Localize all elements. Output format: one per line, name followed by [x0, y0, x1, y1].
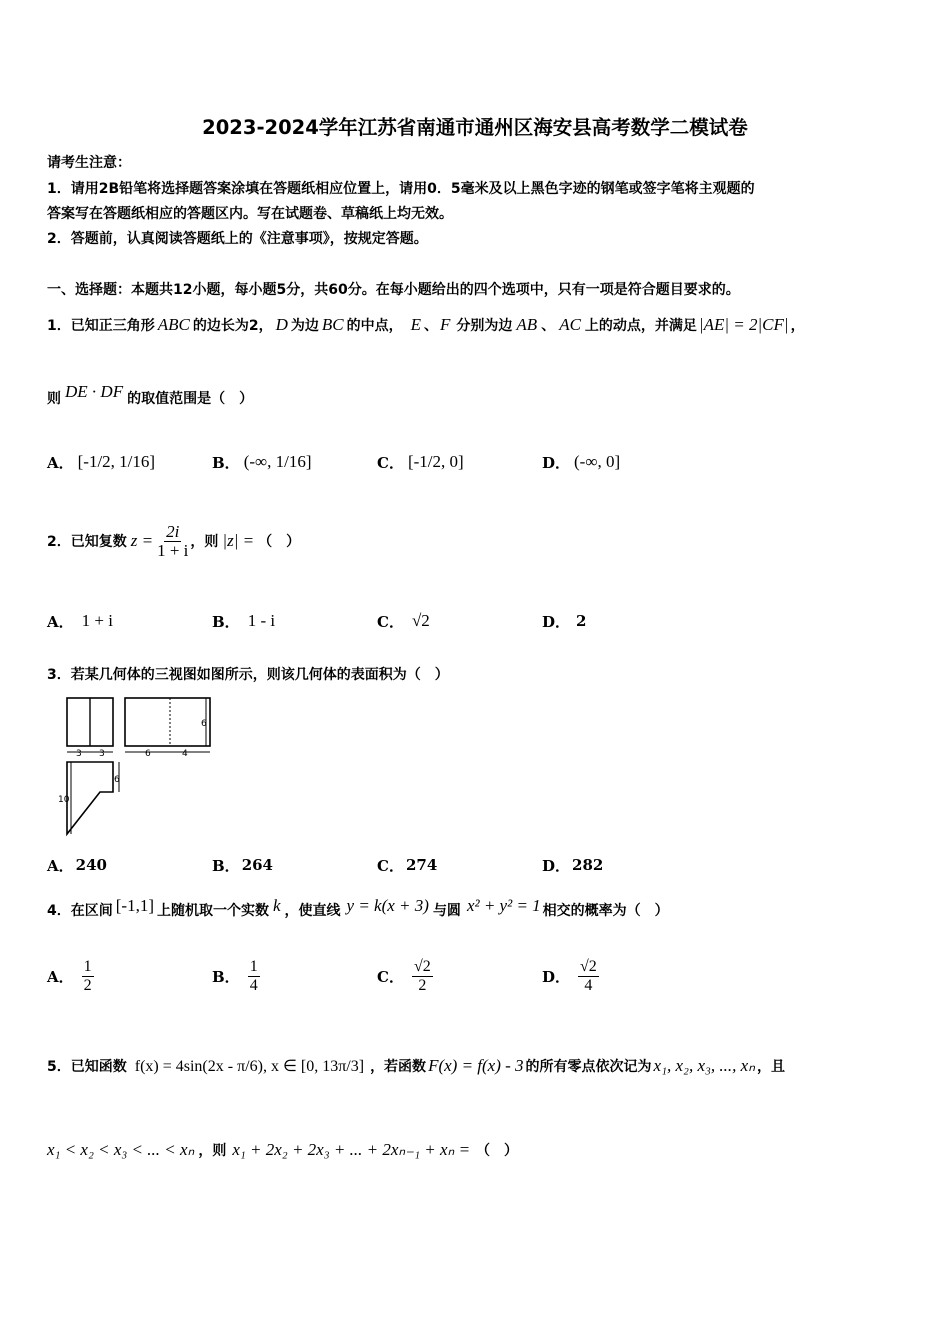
dim-label-g: 10	[58, 795, 70, 805]
question-1-stem: 1．已知正三角形 ABC 的边长为2， D 为边 BC 的中点， E 、 F 分别为边 AB 、 AC 上的动点，并满足 |AE| = 2|CF| ，	[47, 315, 805, 334]
dim-label-c: 6	[145, 749, 151, 759]
question-4-stem: 4．在区间 [-1,1] 上随机取一个实数 k ，使直线 y = k(x + 3) 与圆 x² + y² = 1 相交的概率为（ ）	[47, 896, 669, 919]
q1-option-b[interactable]: B． (-∞, 1/16]	[212, 452, 312, 472]
q2-option-a[interactable]: A． 1 + i	[47, 611, 113, 631]
question-5-stem-cont: x₁ < x₂ < x₃ < ... < xₙ ，则 x₁ + 2x₂ + 2x₃ + ... + 2xₙ₋₁ + xₙ = （ ）	[47, 1140, 519, 1159]
fraction: $\frac{2i}{1 + i}$	[157, 521, 189, 560]
question-2-stem: 2．已知复数 z = $\frac{2i}{1 + i}$ ，则 |z| = （ ）	[47, 521, 301, 560]
top-view	[67, 762, 113, 834]
q1-option-d[interactable]: D． (-∞, 0]	[542, 452, 621, 472]
dim-label-d: 4	[182, 749, 188, 759]
q4-option-c[interactable]: C． $\frac{√2}{2}$	[377, 957, 431, 994]
q4-option-a[interactable]: A． $\frac{1}{2}$	[47, 957, 92, 994]
question-5-stem: 5．已知函数 f(x) = 4sin(2x - π/6), x ∈ [0, 13π/3] ，若函数 F(x) = f(x) - 3 的所有零点依次记为 x₁, x₂, x₃, ..., xₙ ，且	[47, 1056, 785, 1075]
side-view	[125, 698, 210, 746]
q1-option-c[interactable]: C． [-1/2, 0]	[377, 452, 464, 472]
q2-option-c[interactable]: C． √2	[377, 611, 430, 631]
q2-option-b[interactable]: B． 1 - i	[212, 611, 276, 631]
notice-heading: 请考生注意：	[47, 155, 131, 171]
dim-label-b: 3	[99, 749, 105, 759]
q3-option-d[interactable]: D． 282	[542, 856, 604, 875]
q1-option-a[interactable]: A． [-1/2, 1/16]	[47, 452, 156, 472]
section-heading: 一、选择题：本题共12小题，每小题5分，共60分。在每小题给出的四个选项中，只有一项是符合题目要求的。	[47, 282, 740, 298]
notice-line-1: 1．请用2B铅笔将选择题答案涂填在答题纸相应位置上，请用0．5毫米及以上黑色字迹的钢笔或签字笔将主观题的	[47, 181, 755, 197]
q3-option-b[interactable]: B． 264	[212, 856, 273, 875]
q2-option-d[interactable]: D． 2	[542, 612, 587, 631]
q3-option-c[interactable]: C． 274	[377, 856, 438, 875]
dim-label-e: 6	[201, 719, 207, 729]
question-1-stem-cont: 则 DE · DF 的取值范围是（ ）	[47, 382, 254, 407]
question-3-stem: 3．若某几何体的三视图如图所示，则该几何体的表面积为（ ）	[47, 667, 449, 683]
dim-label-f: 6	[114, 775, 120, 785]
notice-line-2: 答案写在答题纸相应的答题区内。写在试题卷、草稿纸上均无效。	[47, 206, 453, 222]
dim-label-a: 3	[76, 749, 82, 759]
q3-option-a[interactable]: A． 240	[47, 856, 107, 875]
three-view-figure	[55, 692, 220, 842]
page-title: 2023-2024学年江苏省南通市通州区海安县高考数学二模试卷	[202, 116, 748, 139]
q4-option-b[interactable]: B． $\frac{1}{4}$	[212, 957, 258, 994]
notice-line-3: 2．答题前，认真阅读答题纸上的《注意事项》，按规定答题。	[47, 231, 428, 247]
q4-option-d[interactable]: D． $\frac{√2}{4}$	[542, 957, 597, 994]
